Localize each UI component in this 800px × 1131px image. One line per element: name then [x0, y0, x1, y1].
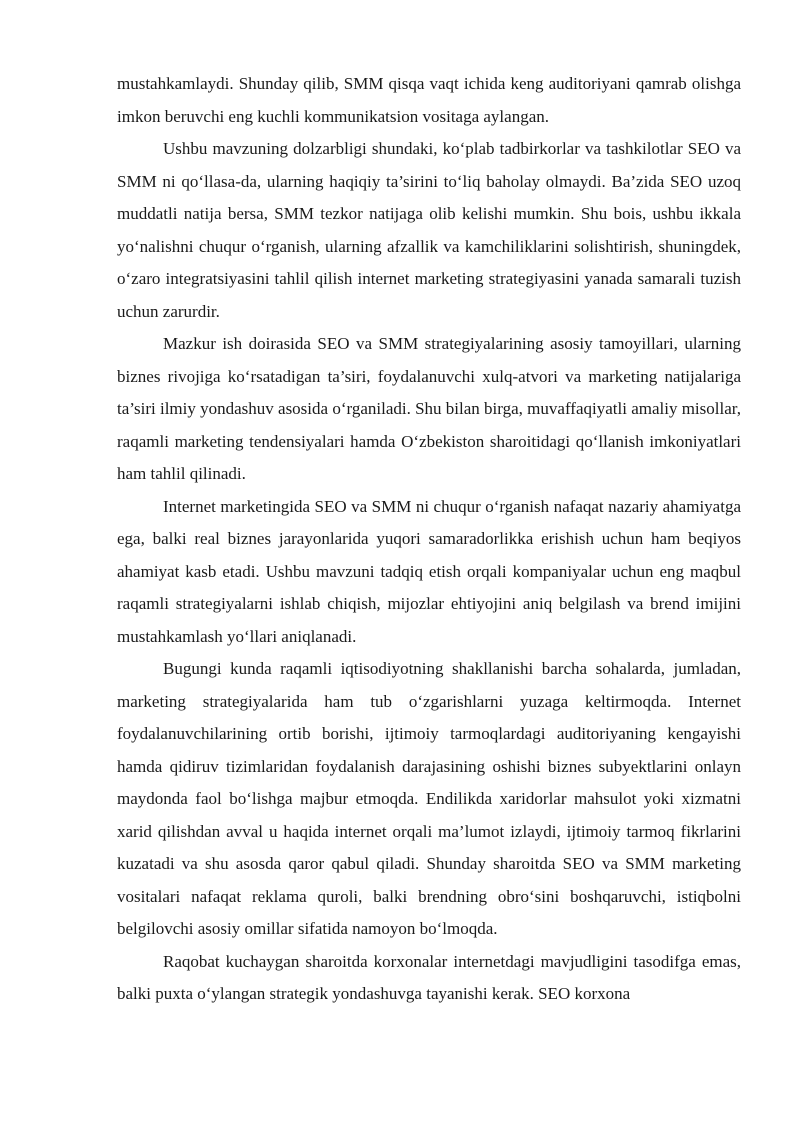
paragraph-1: mustahkamlaydi. Shunday qilib, SMM qisqa vaqt ichida keng auditoriyani qamrab olishga imkon beruvchi eng kuchli kommunikatsion vositaga aylangan. — [117, 74, 741, 126]
paragraph-6: Raqobat kuchaygan sharoitda korxonalar internetdagi mavjudligini tasodifga emas, balki puxta o‘ylangan strategik yondashuvga tayanishi kerak. SEO korxona — [117, 951, 741, 1003]
paragraph-5: Bugungi kunda raqamli iqtisodiyotning shakllanishi barcha sohalarda, jumladan, marketing strategiyalarida ham tub o‘zgarishlarni yuzaga keltirmoqda. Internet foydalanuvchilarining ortib borishi, ijtimoiy tarmoqlardagi auditoriyaning kengayishi hamda qidiruv tizimlaridan foydalanish darajasining oshishi biznes subyektlarini onlayn maydonda faol bo‘lishga majbur etmoqda. Endilikda xaridorlar mahsulot yoki xizmatni xarid qilishdan avval u haqida internet orqali ma’lumot izlaydi, ijtimoiy tarmoq fikrlarini kuzatadi va shu asosda qaror qabul qiladi. Shunday sharoitda SEO va SMM marketing vositalari nafaqat reklama quroli, balki brendning obro‘sini boshqaruvchi, istiqbolni belgilovchi asosiy omillar sifatida namoyon bo‘lmoqda. — [117, 659, 741, 938]
paragraph-2: Ushbu mavzuning dolzarbligi shundaki, ko‘plab tadbirkorlar va tashkilotlar SEO va SMM ni qo‘llasa-da, ularning haqiqiy ta’sirini to‘liq baholay olmaydi. Ba’zida SEO uzoq muddatli natija bersa, SMM tezkor natijaga olib kelishi mumkin. Shu bois, ushbu ikkala yo‘nalishni chuqur o‘rganish, ularning afzallik va kamchiliklarini solishtirish, shuningdek, o‘zaro integratsiyasini tahlil qilish internet marketing strategiyasini yanada samarali tuzish uchun zarurdir. — [117, 139, 741, 321]
paragraph-3: Mazkur ish doirasida SEO va SMM strategiyalarining asosiy tamoyillari, ularning biznes rivojiga ko‘rsatadigan ta’siri, foydalanuvchi xulq-atvori va marketing natijalariga ta’siri ilmiy yondashuv asosida o‘rganiladi. Shu bilan birga, muvaffaqiyatli amaliy misollar, raqamli marketing tendensiyalari hamda O‘zbekiston sharoitidagi qo‘llanish imkoniyatlari ham tahlil qilinadi. — [117, 334, 741, 483]
paragraph-4: Internet marketingida SEO va SMM ni chuqur o‘rganish nafaqat nazariy ahamiyatga ega, balki real biznes jarayonlarida yuqori samaradorlikka erishish uchun ham beqiyos ahamiyat kasb etadi. Ushbu mavzuni tadqiq etish orqali kompaniyalar uchun eng maqbul raqamli strategiyalarni ishlab chiqish, mijozlar ehtiyojini aniq belgilash va brend imijini mustahkamlash yo‘llari aniqlanadi. — [117, 496, 741, 646]
document-page — [117, 68, 741, 1011]
